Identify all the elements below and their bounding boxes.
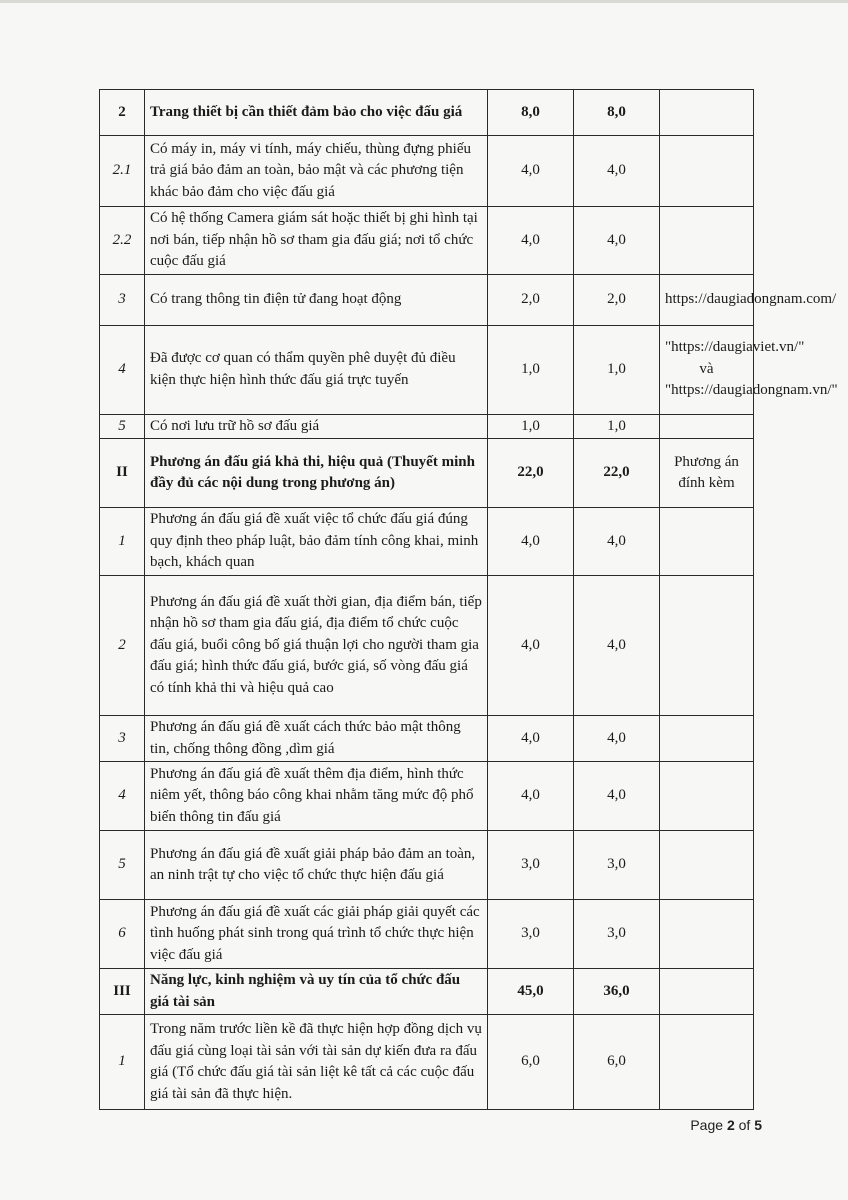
awarded-score-cell: 4,0 (574, 762, 660, 831)
criterion-description-cell: Phương án đấu giá đề xuất việc tổ chức đấu giá đúng quy định theo pháp luật, bảo đảm tính công khai, minh bạch, khách quan (145, 508, 488, 576)
note-cell: Phương án đính kèm (660, 439, 754, 508)
note-cell (660, 207, 754, 275)
note-cell (660, 576, 754, 716)
criterion-description-cell: Có nơi lưu trữ hồ sơ đấu giá (145, 414, 488, 439)
table-row (100, 508, 754, 576)
table-row (100, 762, 754, 831)
max-score-cell: 4,0 (488, 576, 574, 716)
table-row (100, 716, 754, 762)
max-score-cell: 1,0 (488, 325, 574, 414)
awarded-score-cell: 4,0 (574, 576, 660, 716)
criterion-description-cell: Phương án đấu giá đề xuất các giải pháp giải quyết các tình huống phát sinh trong quá trình tổ chức thực hiện việc đấu giá (145, 900, 488, 969)
awarded-score-cell: 4,0 (574, 136, 660, 207)
table-row (100, 274, 754, 325)
criterion-description-cell: Phương án đấu giá đề xuất thêm địa điểm, hình thức niêm yết, thông báo công khai nhằm tăng mức độ phổ biến thông tin đấu giá (145, 762, 488, 831)
max-score-cell: 4,0 (488, 716, 574, 762)
criterion-description-cell: Trang thiết bị cần thiết đảm bảo cho việc đấu giá (145, 90, 488, 136)
item-number-cell: 2 (100, 90, 145, 136)
awarded-score-cell: 6,0 (574, 1015, 660, 1110)
item-number-cell: 2.2 (100, 207, 145, 275)
item-number-cell: 3 (100, 716, 145, 762)
item-number-cell: 6 (100, 900, 145, 969)
table-row (100, 136, 754, 207)
max-score-cell: 4,0 (488, 136, 574, 207)
table-row (100, 576, 754, 716)
page-number: 2 (726, 1117, 735, 1133)
note-cell (660, 90, 754, 136)
awarded-score-cell: 36,0 (574, 969, 660, 1015)
item-number-cell: 1 (100, 1015, 145, 1110)
note-cell (660, 900, 754, 969)
awarded-score-cell: 4,0 (574, 716, 660, 762)
table-row (100, 1015, 754, 1110)
item-number-cell: 2 (100, 576, 145, 716)
scoring-table (99, 89, 838, 1110)
note-cell (660, 136, 754, 207)
criterion-description-cell: Năng lực, kinh nghiệm và uy tín của tổ chức đấu giá tài sản (145, 969, 488, 1015)
awarded-score-cell: 22,0 (574, 439, 660, 508)
criterion-description-cell: Có trang thông tin điện tử đang hoạt động (145, 274, 488, 325)
criterion-description-cell: Đã được cơ quan có thẩm quyền phê duyệt đủ điều kiện thực hiện hình thức đấu giá trực tuyến (145, 325, 488, 414)
page-total: 5 (754, 1117, 762, 1133)
item-number-cell: 5 (100, 831, 145, 900)
max-score-cell: 4,0 (488, 762, 574, 831)
max-score-cell: 3,0 (488, 900, 574, 969)
note-cell (660, 414, 754, 439)
awarded-score-cell: 3,0 (574, 831, 660, 900)
awarded-score-cell: 1,0 (574, 414, 660, 439)
table-row (100, 90, 754, 136)
criterion-description-cell: Có hệ thống Camera giám sát hoặc thiết bị ghi hình tại nơi bán, tiếp nhận hồ sơ tham gia đấu giá; nơi tổ chức cuộc đấu giá (145, 207, 488, 275)
max-score-cell: 1,0 (488, 414, 574, 439)
awarded-score-cell: 4,0 (574, 207, 660, 275)
scan-edge-line (0, 0, 848, 3)
max-score-cell: 22,0 (488, 439, 574, 508)
table-row (100, 414, 754, 439)
note-cell (660, 508, 754, 576)
criterion-description-cell: Phương án đấu giá đề xuất giải pháp bảo đảm an toàn, an ninh trật tự cho việc tổ chức thực hiện đấu giá (145, 831, 488, 900)
note-cell (660, 969, 754, 1015)
max-score-cell: 45,0 (488, 969, 574, 1015)
criterion-description-cell: Phương án đấu giá đề xuất thời gian, địa điểm bán, tiếp nhận hồ sơ tham gia đấu giá, địa điểm tổ chức cuộc đấu giá, buổi công bố giá thuận lợi cho người tham gia đấu giá; hình thức đấu giá, bước giá, số vòng đấu giá có tính khả thi và hiệu quả cao (145, 576, 488, 716)
criterion-description-cell: Có máy in, máy vi tính, máy chiếu, thùng đựng phiếu trả giá bảo đảm an toàn, bảo mật và các phương tiện khác bảo đảm cho việc đấu giá (145, 136, 488, 207)
note-cell (660, 716, 754, 762)
max-score-cell: 8,0 (488, 90, 574, 136)
table-row (100, 969, 754, 1015)
scoring-table-body (100, 90, 838, 1110)
note-cell: https://daugiadongnam.com/ (660, 274, 754, 325)
item-number-cell: II (100, 439, 145, 508)
item-number-cell: 5 (100, 414, 145, 439)
max-score-cell: 2,0 (488, 274, 574, 325)
table-row (100, 900, 754, 969)
criterion-description-cell: Phương án đấu giá khả thi, hiệu quả (Thuyết minh đầy đủ các nội dung trong phương án) (145, 439, 488, 508)
note-cell: "https://daugiaviet.vn/" và "https://daugiadongnam.vn/" (660, 325, 754, 414)
awarded-score-cell: 2,0 (574, 274, 660, 325)
item-number-cell: 2.1 (100, 136, 145, 207)
item-number-cell: 3 (100, 274, 145, 325)
awarded-score-cell: 8,0 (574, 90, 660, 136)
item-number-cell: III (100, 969, 145, 1015)
note-cell (660, 1015, 754, 1110)
item-number-cell: 4 (100, 762, 145, 831)
of-label: of (738, 1117, 751, 1133)
awarded-score-cell: 3,0 (574, 900, 660, 969)
max-score-cell: 6,0 (488, 1015, 574, 1110)
awarded-score-cell: 1,0 (574, 325, 660, 414)
page-footer (690, 1117, 762, 1133)
max-score-cell: 3,0 (488, 831, 574, 900)
table-row (100, 439, 754, 508)
criterion-description-cell: Trong năm trước liền kề đã thực hiện hợp đồng dịch vụ đấu giá cùng loại tài sản với tài sản dự kiến đưa ra đấu giá (Tổ chức đấu giá tài sản liệt kê tất cả các cuộc đấu giá tài sản đã thực hiện. (145, 1015, 488, 1110)
page-label: Page (690, 1117, 724, 1133)
note-cell (660, 762, 754, 831)
table-row (100, 207, 754, 275)
max-score-cell: 4,0 (488, 207, 574, 275)
item-number-cell: 4 (100, 325, 145, 414)
max-score-cell: 4,0 (488, 508, 574, 576)
item-number-cell: 1 (100, 508, 145, 576)
table-row (100, 831, 754, 900)
table-row (100, 325, 754, 414)
awarded-score-cell: 4,0 (574, 508, 660, 576)
note-cell (660, 831, 754, 900)
criterion-description-cell: Phương án đấu giá đề xuất cách thức bảo mật thông tin, chống thông đồng ,dìm giá (145, 716, 488, 762)
